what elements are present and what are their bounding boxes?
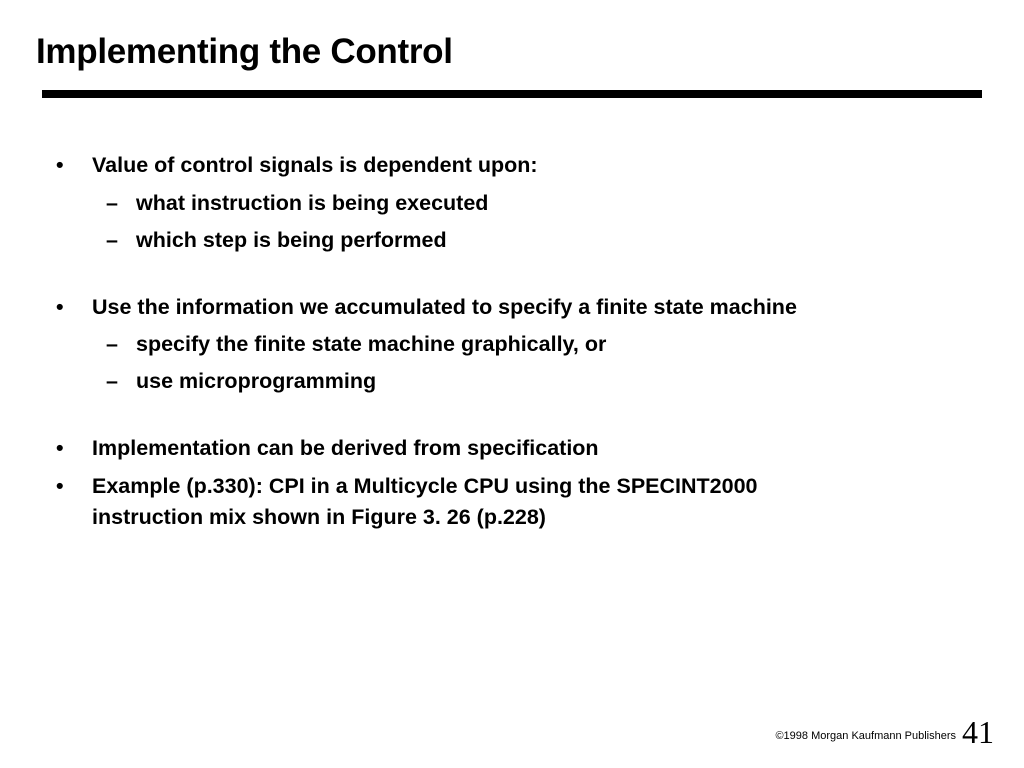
bullet-text: Value of control signals is dependent upon: [92,153,538,177]
bullet-marker: • [56,153,64,177]
dash-marker: – [106,191,118,215]
dash-marker: – [106,369,118,393]
dash-marker: – [106,228,118,252]
bullet-marker: • [56,295,64,319]
sub-bullet-text: use microprogramming [136,369,377,393]
bullet-text: Use the information we accumulated to specify a finite state machine [92,295,797,319]
slide-title: Implementing the Control [36,32,453,71]
sub-bullet-text: which step is being performed [136,228,447,252]
bullet-text: Example (p.330): CPI in a Multicycle CPU using the SPECINT2000 [92,474,758,498]
sub-bullet-text: specify the finite state machine graphically, or [136,332,607,356]
bullet-marker: • [56,474,64,498]
copyright-notice: ©1998 Morgan Kaufmann Publishers [775,730,956,742]
page-number: 41 [962,714,994,750]
dash-marker: – [106,332,118,356]
bullet-text: Implementation can be derived from specification [92,436,599,460]
bullet-continuation-text: instruction mix shown in Figure 3. 26 (p.228) [92,505,546,529]
sub-bullet-text: what instruction is being executed [136,191,489,215]
bullet-marker: • [56,436,64,460]
